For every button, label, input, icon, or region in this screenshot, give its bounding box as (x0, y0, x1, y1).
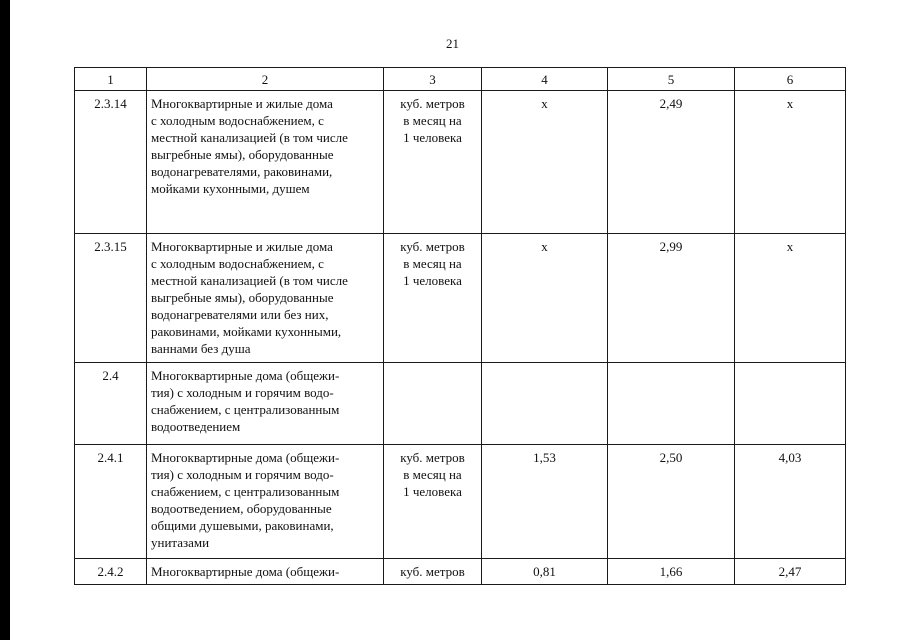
row-code: 2.4.2 (75, 559, 147, 585)
row-col4-value: 1,53 (482, 445, 608, 559)
scan-edge-bar (0, 0, 10, 640)
unit-line: куб. метров (400, 450, 465, 465)
row-description (147, 559, 384, 585)
description-line: выгребные ямы), оборудованные (151, 290, 334, 305)
row-code: 2.3.14 (75, 91, 147, 234)
unit-line: 1 человека (403, 484, 462, 499)
row-col4-value: x (482, 234, 608, 363)
row-col6-value (735, 363, 846, 445)
row-col5-value: 2,49 (608, 91, 735, 234)
header-cell-5: 5 (608, 68, 735, 91)
row-code: 2.4.1 (75, 445, 147, 559)
table-row (75, 91, 846, 234)
row-col5-value: 1,66 (608, 559, 735, 585)
row-unit (384, 445, 482, 559)
unit-line: 1 человека (403, 130, 462, 145)
row-col4-value (482, 363, 608, 445)
row-unit (384, 559, 482, 585)
description-line: выгребные ямы), оборудованные (151, 147, 334, 162)
description-line: Многоквартирные дома (общежи- (151, 368, 340, 383)
unit-line: куб. метров (400, 564, 465, 579)
row-code: 2.3.15 (75, 234, 147, 363)
header-cell-6: 6 (735, 68, 846, 91)
description-line: местной канализацией (в том числе (151, 130, 348, 145)
description-line: водоотведением (151, 419, 241, 434)
description-line: водонагревателями или без них, (151, 307, 329, 322)
row-col5-value (608, 363, 735, 445)
header-cell-4: 4 (482, 68, 608, 91)
row-unit (384, 363, 482, 445)
row-description (147, 363, 384, 445)
description-line: Многоквартирные дома (общежи- (151, 450, 340, 465)
row-col6-value: 2,47 (735, 559, 846, 585)
description-line: ваннами без душа (151, 341, 251, 356)
description-line: с холодным водоснабжением, с (151, 256, 324, 271)
norms-table (74, 67, 846, 585)
description-line: мойками кухонными, душем (151, 181, 310, 196)
description-line: снабжением, с централизованным (151, 484, 340, 499)
description-line: унитазами (151, 535, 210, 550)
row-col6-value: x (735, 234, 846, 363)
unit-line: в месяц на (403, 467, 462, 482)
page-number: 21 (446, 36, 459, 51)
row-col4-value: x (482, 91, 608, 234)
unit-line: в месяц на (403, 256, 462, 271)
description-line: Многоквартирные дома (общежи- (151, 564, 340, 579)
unit-line: куб. метров (400, 96, 465, 111)
table-row (75, 234, 846, 363)
description-line: водонагревателями, раковинами, (151, 164, 333, 179)
table-row (75, 363, 846, 445)
description-line: снабжением, с централизованным (151, 402, 340, 417)
row-col5-value: 2,99 (608, 234, 735, 363)
description-line: местной канализацией (в том числе (151, 273, 348, 288)
row-col6-value: 4,03 (735, 445, 846, 559)
row-col6-value: x (735, 91, 846, 234)
row-col4-value: 0,81 (482, 559, 608, 585)
table-row (75, 445, 846, 559)
header-cell-3: 3 (384, 68, 482, 91)
description-line: водоотведением, оборудованные (151, 501, 332, 516)
description-line: раковинами, мойками кухонными, (151, 324, 342, 339)
row-unit (384, 91, 482, 234)
description-line: с холодным водоснабжением, с (151, 113, 324, 128)
row-description (147, 91, 384, 234)
unit-line: куб. метров (400, 239, 465, 254)
unit-line: в месяц на (403, 113, 462, 128)
row-unit (384, 234, 482, 363)
description-line: тия) с холодным и горячим водо- (151, 467, 334, 482)
header-cell-1: 1 (75, 68, 147, 91)
header-cell-2: 2 (147, 68, 384, 91)
description-line: Многоквартирные и жилые дома (151, 96, 333, 111)
unit-line: 1 человека (403, 273, 462, 288)
row-description (147, 234, 384, 363)
table-header-row (75, 68, 846, 91)
row-description (147, 445, 384, 559)
description-line: общими душевыми, раковинами, (151, 518, 334, 533)
row-col5-value: 2,50 (608, 445, 735, 559)
table-row (75, 559, 846, 585)
description-line: тия) с холодным и горячим водо- (151, 385, 334, 400)
description-line: Многоквартирные и жилые дома (151, 239, 333, 254)
row-code: 2.4 (75, 363, 147, 445)
